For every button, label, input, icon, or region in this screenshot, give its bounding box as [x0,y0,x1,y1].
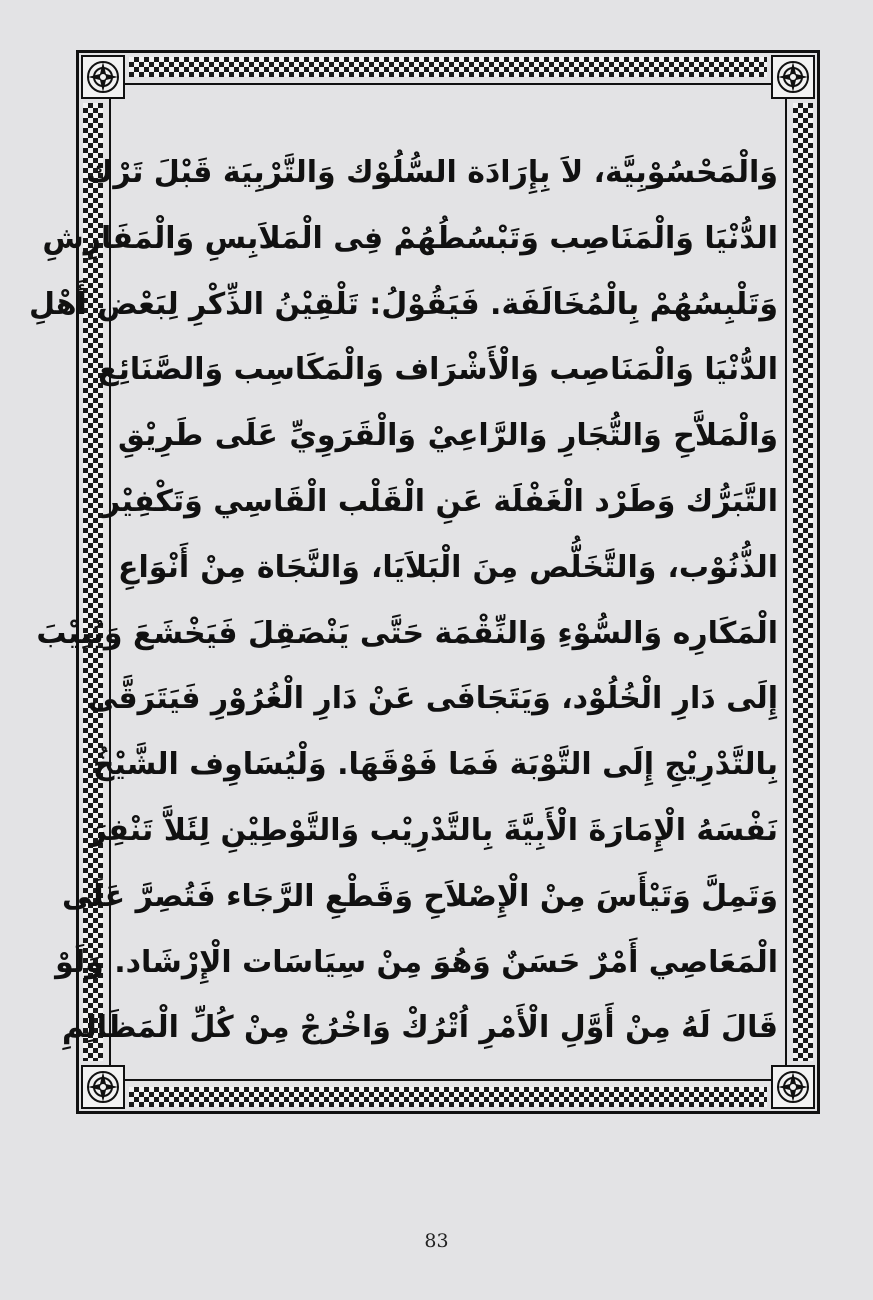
text-line: الْمَعَاصِي أَمْرٌ حَسَنٌ وَهُوَ مِنْ سِيَاسَات الْإِرْشَاد. وَلَوْ [55,944,778,980]
text-line: وَتَمِلَّ وَتَيْأَسَ مِنْ الْإِصْلاَحِ وَقَطْعِ الرَّجَاء فَتُصِرَّ عَلَى [62,878,778,914]
text-line: وَالْمَحْسُوْبِيَّة، لاَ بِإِرَادَة السُّلُوْك وَالتَّرْبِيَة قَبْلَ تَرْك [85,155,778,190]
text-line: الْمَكَارِه وَالسُّوْءِ وَالنِّقْمَة حَتَّى يَنْصَقِلَ فَيَخْشَعَ وَيُنِيْبَ [36,615,778,651]
corner-ornament-icon [771,1065,815,1109]
text-line: وَالْمَلاَّحِ وَالتُّجَارِ وَالرَّاعِيْ وَالْقَرَوِيِّ عَلَى طَرِيْقِ [118,418,778,454]
corner-ornament-icon [81,1065,125,1109]
checkered-border-bottom [129,1087,767,1107]
text-line: بِالتَّدْرِيْجِ إِلَى التَّوْبَة فَمَا فَوْقَهَا. وَلْيُسَاوِف الشَّيْخُ [92,747,778,783]
text-line: قَالَ لَهُ مِنْ أَوَّلِ الْأَمْرِ اُتْرُكْ وَاخْرُجْ مِنْ كُلِّ الْمَظَالِمِ [61,1010,778,1046]
text-line: إِلَى دَارِ الْخُلُوْد، وَيَتَجَافَى عَنْ دَارِ الْغُرُوْرِ فَيَتَرَقَّى [87,681,778,717]
text-line: الذُّنُوْب، وَالتَّخَلُّص مِنَ الْبَلاَيَا، وَالنَّجَاة مِنْ أَنْوَاعِ [118,549,778,585]
checkered-border-right [793,103,813,1061]
text-line: الدُّنْيَا وَالْمَنَاصِب وَتَبْسُطُهُمْ فِى الْمَلاَبِسِ وَالْمَفَارِشِ [42,220,778,256]
corner-ornament-icon [771,55,815,99]
checkered-border-top [129,57,767,77]
text-line: نَفْسَهُ الْإِمَارَةَ الْأَبِيَّةَ بِالتَّدْرِيْب وَالتَّوْطِيْنِ لِئَلاَّ تَنْفِرَ [89,812,778,848]
text-line: التَّبَرُّك وَطَرْد الْغَفْلَة عَنِ الْقَلْب الْقَاسِي وَتَكْفِيْر [102,483,778,519]
text-line: الدُّنْيَا وَالْمَنَاصِب وَالْأَشْرَاف وَالْمَكَاسِب وَالصَّنَائِع [98,352,778,388]
corner-ornament-icon [81,55,125,99]
page-number: 83 [424,1230,449,1252]
arabic-text-body [28,140,778,1061]
text-line: وَتَلْبِسُهُمْ بِالْمُخَالَفَة. فَيَقُوْلُ: تَلْقِيْنُ الذِّكْرِ لِبَعْض أَهْلِ [28,286,778,322]
